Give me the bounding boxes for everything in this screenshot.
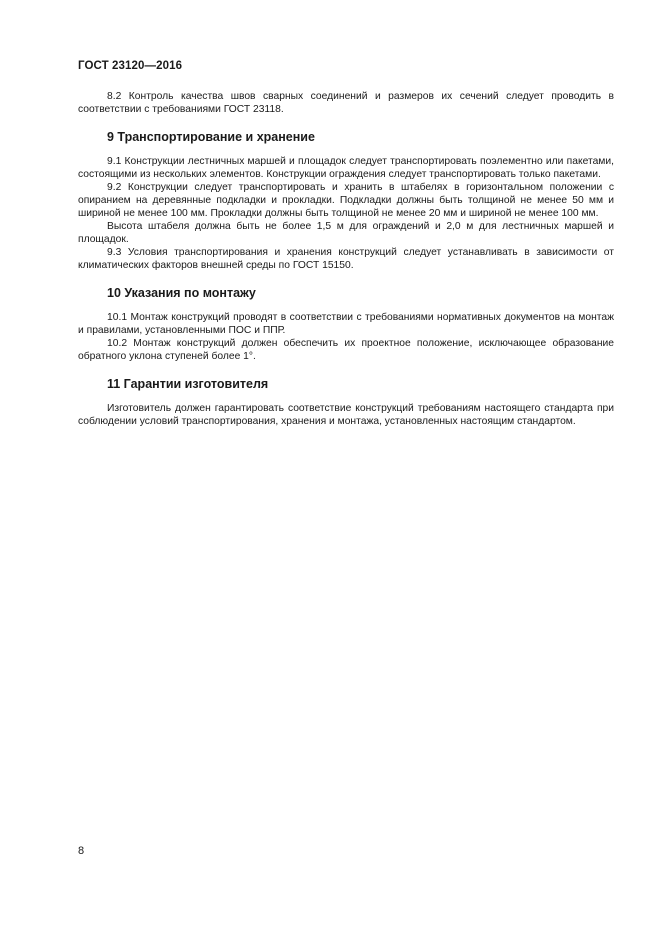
paragraph-8-2: 8.2 Контроль качества швов сварных соединений и размеров их сечений следует проводить в соответствии с требованиями ГОСТ 23118. xyxy=(78,91,614,115)
paragraph-10-2: 10.2 Монтаж конструкций должен обеспечить их проектное положение, исключающее образование обратного уклона ступеней более 1°. xyxy=(78,338,614,362)
section-10-title: 10 Указания по монтажу xyxy=(107,286,256,300)
page-number: 8 xyxy=(78,845,85,857)
section-9-title: 9 Транспортирование и хранение xyxy=(107,130,315,144)
paragraph-10-1: 10.1 Монтаж конструкций проводят в соответствии с требованиями нормативных документов на монтаж и правилами, установленными ПОС и ППР. xyxy=(78,312,614,336)
section-11-title: 11 Гарантии изготовителя xyxy=(107,377,269,391)
paragraph-9-2: 9.2 Конструкции следует транспортировать и хранить в штабелях в горизонтальном положении с опиранием на деревянные подкладки и прокладки. Подкладки должны быть толщиной не менее 50 мм и шириной не менее 100 мм. Прокладки должны быть толщиной не менее 20 мм и шириной не менее 100 мм. xyxy=(78,182,614,219)
paragraph-9-3: 9.3 Условия транспортирования и хранения конструкций следует устанавливать в зависимости от климатических факторов внешней среды по ГОСТ 15150. xyxy=(78,247,614,271)
paragraph-9-1: 9.1 Конструкции лестничных маршей и площадок следует транспортировать поэлементно или пакетами, состоящими из нескольких элементов. Конструкции ограждения следует транспортировать только пакетами. xyxy=(78,156,614,180)
document-header: ГОСТ 23120—2016 xyxy=(78,60,183,72)
paragraph-9-2-stack-height: Высота штабеля должна быть не более 1,5 м для ограждений и 2,0 м для лестничных маршей и площадок. xyxy=(78,221,614,245)
document-body xyxy=(78,90,614,428)
paragraph-11: Изготовитель должен гарантировать соответствие конструкций требованиям настоящего стандарта при соблюдении условий транспортирования, хранения и монтажа, установленных настоящим стандартом. xyxy=(78,403,614,427)
